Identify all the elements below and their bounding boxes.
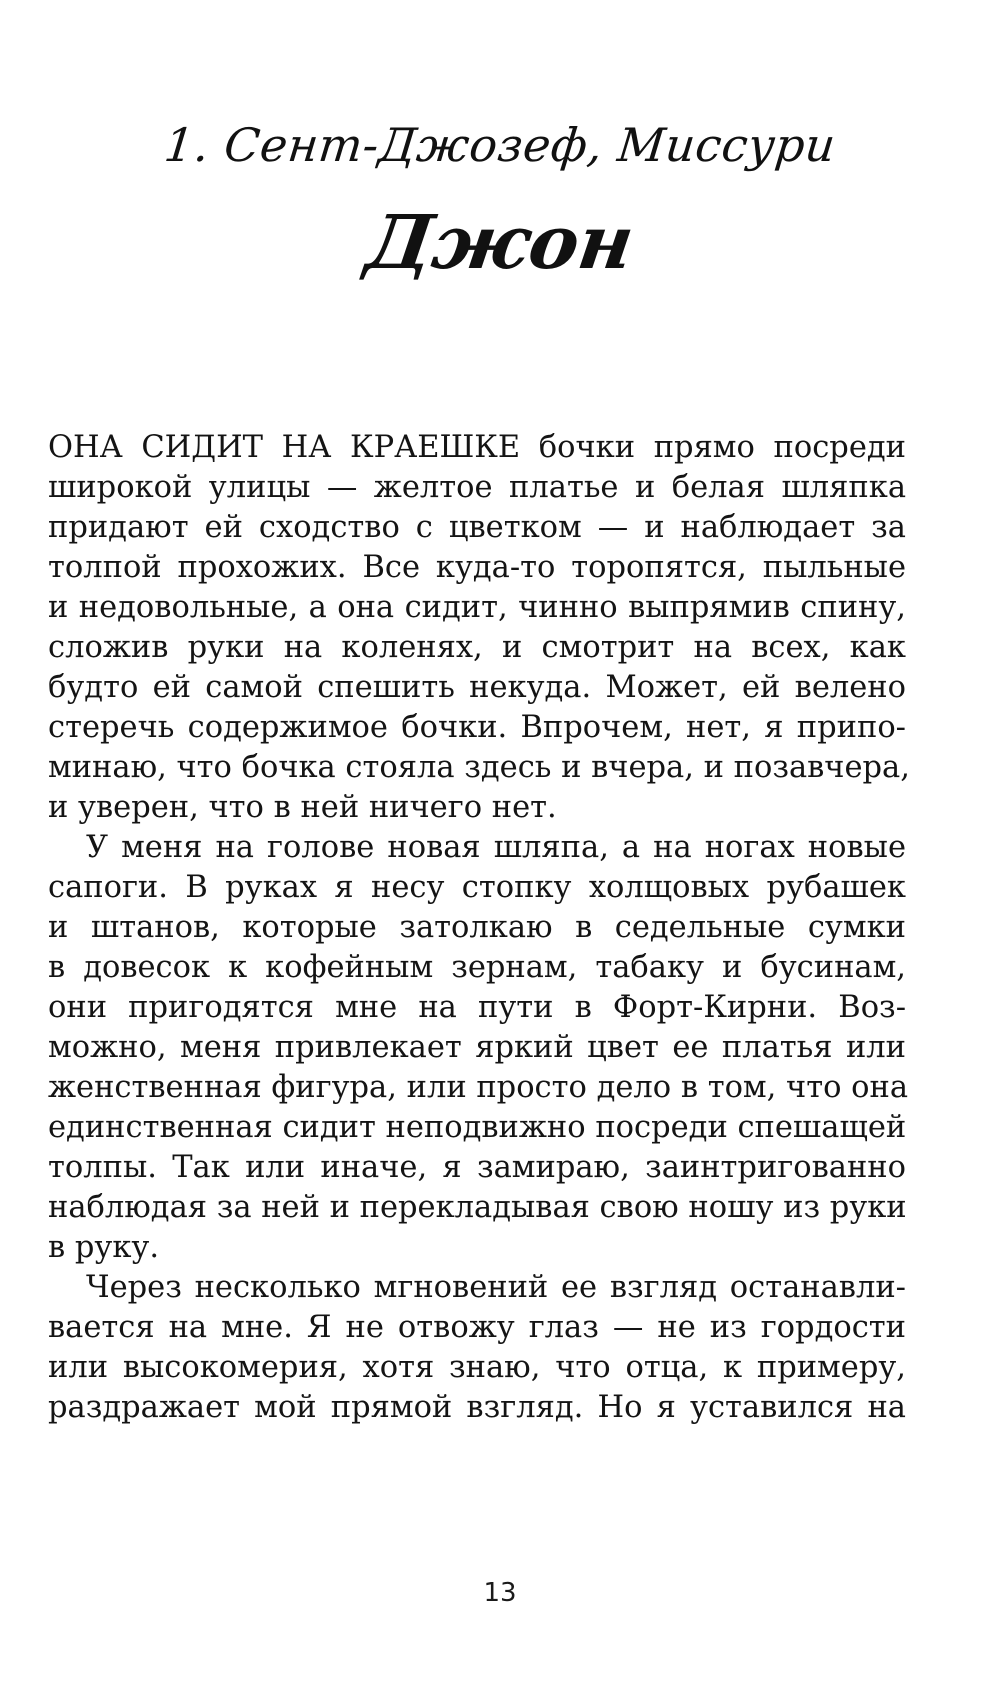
page-number: 13 bbox=[483, 1578, 517, 1608]
text-line: толпой прохожих. Все куда-то торопятся, пыльные bbox=[48, 550, 906, 585]
chapter-character-name: Джон bbox=[361, 200, 639, 286]
text-line: наблюдая за ней и перекладывая свою ношу из руки bbox=[48, 1190, 907, 1225]
text-line: минаю, что бочка стояла здесь и вчера, и позавчера, bbox=[48, 750, 910, 785]
text-line: стеречь содержимое бочки. Впрочем, нет, я припо- bbox=[48, 710, 906, 745]
text-line: ОНА СИДИТ НА КРАЕШКЕ бочки прямо посреди bbox=[48, 430, 906, 465]
text-line: будто ей самой спешить некуда. Может, ей велено bbox=[48, 670, 906, 705]
text-line: или высокомерия, хотя знаю, что отца, к примеру, bbox=[48, 1350, 906, 1385]
text-line: и недовольные, а она сидит, чинно выпрямив спину, bbox=[48, 590, 906, 625]
text-line-paragraph-start: У меня на голове новая шляпа, а на ногах новые bbox=[86, 830, 906, 865]
text-line: женственная фигура, или просто дело в том, что она bbox=[48, 1070, 909, 1105]
text-line: придают ей сходство с цветком — и наблюдает за bbox=[48, 510, 906, 545]
text-line: раздражает мой прямой взгляд. Но я уставился на bbox=[48, 1390, 906, 1425]
text-line-paragraph-start: Через несколько мгновений ее взгляд останавли- bbox=[86, 1270, 906, 1305]
text-line: сапоги. В руках я несу стопку холщовых рубашек bbox=[48, 870, 906, 905]
text-line: вается на мне. Я не отвожу глаз — не из гордости bbox=[48, 1310, 906, 1345]
text-line: можно, меня привлекает яркий цвет ее платья или bbox=[48, 1030, 906, 1065]
text-line: в руку. bbox=[48, 1230, 160, 1265]
text-line: толпы. Так или иначе, я замираю, заинтригованно bbox=[48, 1150, 906, 1185]
text-line: в довесок к кофейным зернам, табаку и бусинам, bbox=[48, 950, 906, 985]
text-line: сложив руки на коленях, и смотрит на всех, как bbox=[48, 630, 906, 665]
text-line: и штанов, которые затолкаю в седельные сумки bbox=[48, 910, 906, 945]
text-line: единственная сидит неподвижно посреди спешащей bbox=[48, 1110, 907, 1145]
text-line: широкой улицы — желтое платье и белая шляпка bbox=[48, 470, 906, 505]
text-line: и уверен, что в ней ничего нет. bbox=[48, 790, 557, 825]
chapter-heading: 1. Сент-Джозеф, Миссури bbox=[161, 118, 839, 172]
text-line: они пригодятся мне на пути в Форт-Кирни. Воз- bbox=[48, 990, 906, 1025]
